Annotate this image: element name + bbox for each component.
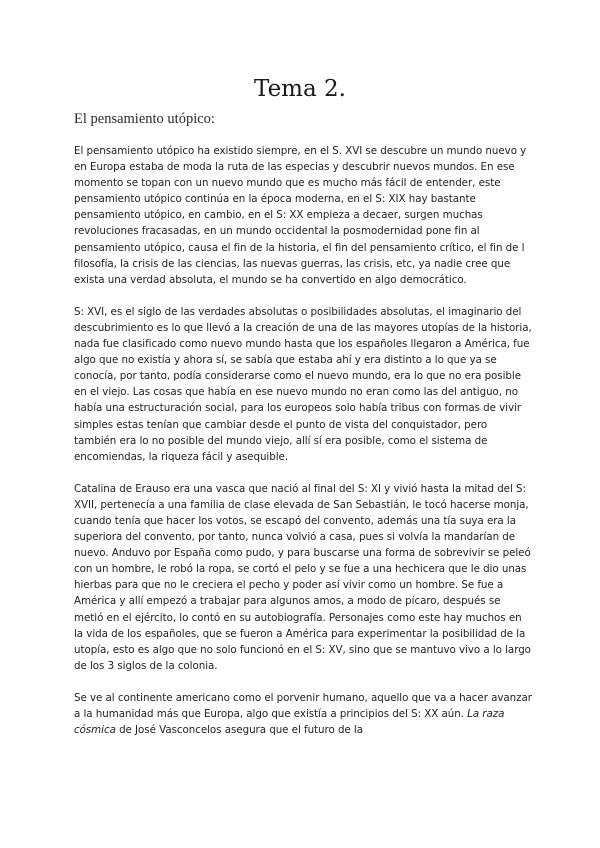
- paragraph-4-text-start: Se ve al continente americano como el porvenir humano, aquello que va a hacer avanzar a la humanidad más que Europa, algo que existía a principios del S: XX aún.: [74, 691, 532, 720]
- book-title-italic: La raza cósmica: [74, 708, 505, 737]
- paragraph-2: S: XVI, es el siglo de las verdades absolutas o posibilidades absolutas, el imaginario del descubrimiento es lo que llevó a la creación de una de las mayores utopías de la historia, nada fue clasificado como nuevo mundo hasta que los españoles llegaron a América, fue algo que no existía y ahora sí, se sabía que estaba ahí y era distinto a lo que ya se conocía, por tanto, podía considerarse como el nuevo mundo, era lo que no era posible en el viejo. Las cosas que había en ese nuevo mundo no eran como las del antiguo, no había una estructuración social, para los europeos solo había tribus con formas de vivir simples estas tenían que cambiar desde el punto de vista del conquistador, pero también era lo no posible del mundo viejo, allí sí era posible, como el sistema de encomiendas, la riqueza fácil y asequible.: [74, 305, 532, 463]
- paragraph-4: [74, 690, 532, 738]
- paragraph-4-text-end: de José Vasconcelos asegura que el futuro de la: [115, 724, 364, 737]
- paragraph-3: Catalina de Erauso era una vasca que nació al final del S: XI y vivió hasta la mitad del S: XVII, pertenecía a una familia de clase elevada de San Sebastián, le tocó hacerse monja, cuando tenía que hacer los votos, se escapó del convento, además una tía suya era la superiora del convento, por tanto, nunca volvió a casa, pues si volvía la mandarían de nuevo. Anduvo por España como pudo, y para buscarse una forma de sobrevivir se peleó con un hombre, le robó la ropa, se cortó el pelo y se fue a una hechicera que le dio unas hierbas para que no le creciera el pecho y poder así vivir como un hombre. Se fue a América y allí empezó a trabajar para algunos amos, a modo de pícaro, después se metió en el ejército, lo contó en su autobiografía. Personajes como este hay muchos en la vida de los españoles, que se fueron a América para experimentar la posibilidad de la utopía, esto es algo que no solo funcionó en el S: XV, sino que se mantuvo vivo a lo largo de los 3 siglos de la colonia.: [74, 482, 531, 672]
- page-title: Tema 2.: [254, 76, 346, 102]
- section-subtitle: El pensamiento utópico:: [74, 111, 215, 127]
- body-text: [74, 143, 532, 754]
- paragraph-1: El pensamiento utópico ha existido siempre, en el S. XVI se descubre un mundo nuevo y en Europa estaba de moda la ruta de las especias y descubrir nuevos mundos. En ese momento se topan con un nuevo mundo que es mucho más fácil de entender, este pensamiento utópico continúa en la época moderna, en el S: XIX hay bastante pensamiento utópico, en cambio, en el S: XX empieza a decaer, surgen muchas revoluciones fracasadas, en un mundo occidental la posmodernidad pone fin al pensamiento utópico, causa el fin de la historia, el fin del pensamiento crítico, el fin de l filosofía, la crisis de las ciencias, las nuevas guerras, las crisis, etc, ya nadie cree que exista una verdad absoluta, el mundo se ha convertido en algo democrático.: [74, 145, 527, 286]
